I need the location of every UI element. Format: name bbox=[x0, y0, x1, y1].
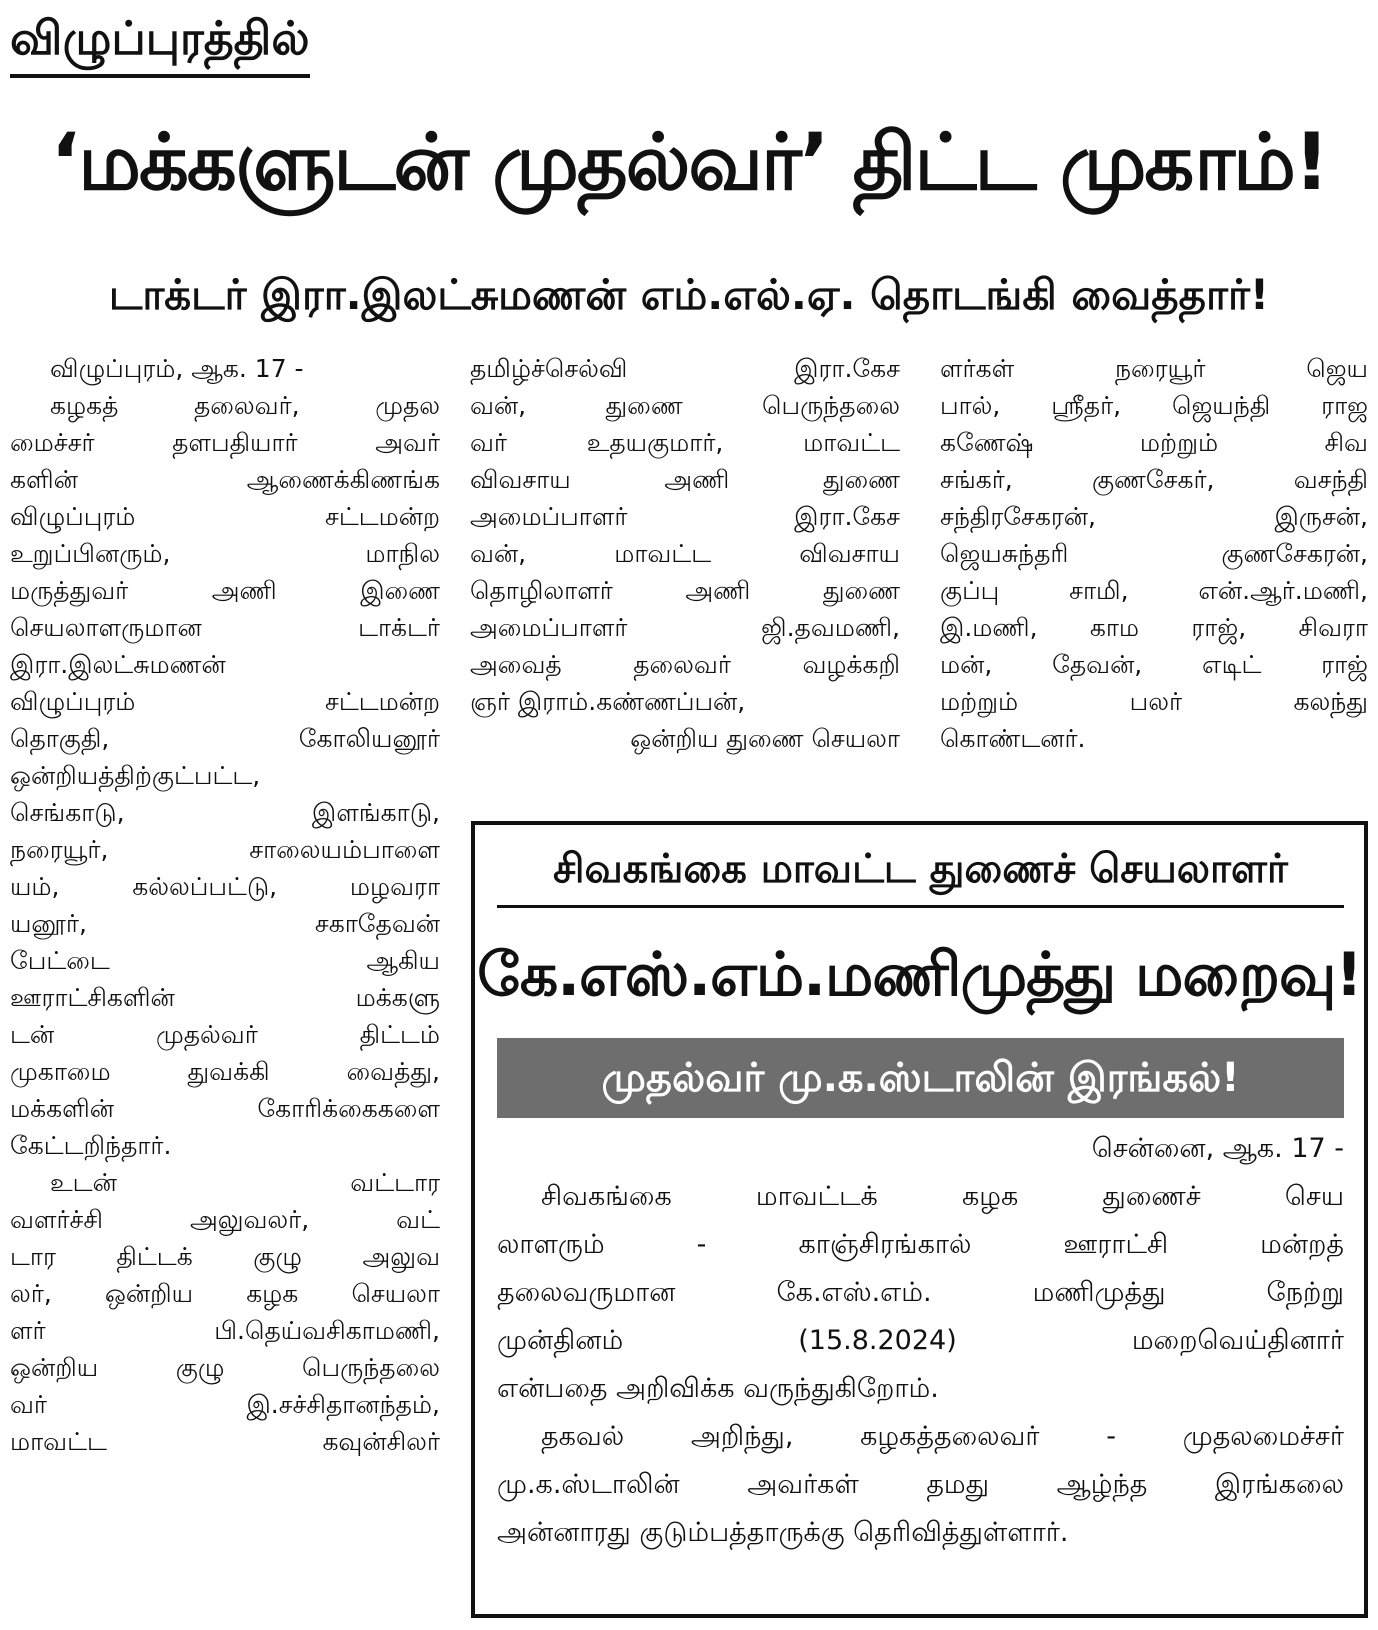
body-line: ஒன்றியத்திற்குட்பட்ட, bbox=[10, 761, 261, 790]
body-line: மாவட்ட கவுன்சிலர் bbox=[10, 1427, 440, 1456]
obituary-headline: கே.எஸ்.எம்.மணிமுத்து மறைவு! bbox=[477, 940, 1362, 1010]
body-line: விழுப்புரம் சட்டமன்ற bbox=[10, 502, 440, 531]
body-line: ஒன்றிய குழு பெருந்தலை bbox=[10, 1353, 440, 1382]
body-line: அமைப்பாளர் இரா.கேச bbox=[470, 502, 900, 531]
section-kicker: விழுப்புரத்தில் bbox=[10, 8, 310, 78]
body-line: பால், ஸ்ரீதர், ஜெயந்தி ராஜ bbox=[940, 391, 1368, 420]
body-line: உடன் வட்டார bbox=[50, 1168, 440, 1197]
body-line: தமிழ்ச்செல்வி இரா.கேச bbox=[470, 354, 900, 383]
main-headline: ‘மக்களுடன் முதல்வர்’ திட்ட முகாம்! bbox=[50, 118, 1328, 208]
body-line: அவைத் தலைவர் வழக்கறி bbox=[470, 650, 900, 679]
body-line: வளர்ச்சி அலுவலர், வட் bbox=[10, 1205, 440, 1234]
body-line: மு.க.ஸ்டாலின் அவர்கள் தமது ஆழ்ந்த இரங்கலை bbox=[497, 1469, 1344, 1500]
body-line: ஞர் இராம்.கண்ணப்பன், bbox=[470, 687, 746, 716]
body-line: என்பதை அறிவிக்க வருந்துகிறோம். bbox=[497, 1373, 939, 1404]
body-line: முகாமை துவக்கி வைத்து, bbox=[10, 1057, 440, 1086]
body-line: அன்னாரது குடும்பத்தாருக்கு தெரிவித்துள்ளார். bbox=[497, 1517, 1069, 1548]
body-line: வன், மாவட்ட விவசாய bbox=[470, 539, 900, 568]
obituary-banner: முதல்வர் மு.க.ஸ்டாலின் இரங்கல்! bbox=[497, 1038, 1344, 1118]
body-line: ஒன்றிய துணை செயலா bbox=[630, 724, 900, 753]
body-line: தகவல் அறிந்து, கழகத்தலைவர் - முதலமைச்சர் bbox=[541, 1421, 1344, 1452]
sub-headline: டாக்டர் இரா.இலட்சுமணன் எம்.எல்.ஏ. தொடங்கி வைத்தார்! bbox=[108, 270, 1270, 319]
body-line: கேட்டறிந்தார். bbox=[10, 1131, 172, 1160]
body-line: யம், கல்லப்பட்டு, மழவரா bbox=[10, 872, 440, 901]
body-line: கழகத் தலைவர், முதல bbox=[50, 391, 440, 420]
body-line: அமைப்பாளர் ஜி.தவமணி, bbox=[470, 613, 900, 642]
obituary-kicker: சிவகங்கை மாவட்ட துணைச் செயலாளர் bbox=[497, 841, 1344, 908]
body-line: முன்தினம் (15.8.2024) மறைவெய்தினார் bbox=[497, 1325, 1344, 1356]
article-column-2 bbox=[470, 350, 900, 757]
body-line: கொண்டனர். bbox=[940, 724, 1086, 753]
body-line: ஊராட்சிகளின் மக்களு bbox=[10, 983, 440, 1012]
body-line: சிவகங்கை மாவட்டக் கழக துணைச் செய bbox=[541, 1181, 1344, 1212]
body-line: டன் முதல்வர் திட்டம் bbox=[10, 1020, 440, 1049]
body-line: கணேஷ் மற்றும் சிவ bbox=[940, 428, 1368, 457]
body-line: டார திட்டக் குழு அலுவ bbox=[10, 1242, 440, 1271]
body-line: மைச்சர் தளபதியார் அவர் bbox=[10, 428, 440, 457]
body-line: மன், தேவன், எடிட் ராஜ் bbox=[940, 650, 1368, 679]
body-line: லாளரும் - காஞ்சிரங்கால் ஊராட்சி மன்றத் bbox=[497, 1229, 1344, 1260]
body-line: இரா.இலட்சுமணன் bbox=[10, 650, 226, 679]
body-line: வன், துணை பெருந்தலை bbox=[470, 391, 900, 420]
body-line: தொழிலாளர் அணி துணை bbox=[470, 576, 900, 605]
body-line: வர் இ.சச்சிதானந்தம், bbox=[10, 1390, 440, 1419]
body-line: மக்களின் கோரிக்கைகளை bbox=[10, 1094, 440, 1123]
body-line: ளர்கள் நரையூர் ஜெய bbox=[940, 354, 1368, 383]
body-line: தொகுதி, கோலியனூர் bbox=[10, 724, 440, 753]
body-line: பேட்டை ஆகிய bbox=[10, 946, 440, 975]
body-line: செயலாளருமான டாக்டர் bbox=[10, 613, 440, 642]
body-line: மற்றும் பலர் கலந்து bbox=[940, 687, 1368, 716]
obituary-box bbox=[471, 821, 1368, 1618]
body-line: செங்காடு, இளங்காடு, bbox=[10, 798, 440, 827]
body-line: ஜெயசுந்தரி குணசேகரன், bbox=[940, 539, 1368, 568]
obituary-body bbox=[497, 1125, 1344, 1557]
body-line: விவசாய அணி துணை bbox=[470, 465, 900, 494]
article-column-1 bbox=[10, 350, 440, 1460]
body-line: ளர் பி.தெய்வசிகாமணி, bbox=[10, 1316, 440, 1345]
dateline: விழுப்புரம், ஆக. 17 - bbox=[50, 354, 304, 383]
body-line: நரையூர், சாலையம்பாளை bbox=[10, 835, 440, 864]
article-column-3 bbox=[940, 350, 1368, 757]
body-line: களின் ஆணைக்கிணங்க bbox=[10, 465, 440, 494]
body-line: தலைவருமான கே.எஸ்.எம். மணிமுத்து நேற்று bbox=[497, 1277, 1344, 1308]
body-line: குப்பு சாமி, என்.ஆர்.மணி, bbox=[940, 576, 1368, 605]
body-line: இ.மணி, காம ராஜ், சிவரா bbox=[940, 613, 1368, 642]
body-line: சங்கர், குணசேகர், வசந்தி bbox=[940, 465, 1368, 494]
body-line: மருத்துவர் அணி இணை bbox=[10, 576, 440, 605]
body-line: லர், ஒன்றிய கழக செயலா bbox=[10, 1279, 440, 1308]
body-line: உறுப்பினரும், மாநில bbox=[10, 539, 440, 568]
body-line: சந்திரசேகரன், இருசன், bbox=[940, 502, 1368, 531]
dateline: சென்னை, ஆக. 17 - bbox=[1091, 1133, 1344, 1164]
body-line: விழுப்புரம் சட்டமன்ற bbox=[10, 687, 440, 716]
body-line: யனூர், சகாதேவன் bbox=[10, 909, 440, 938]
body-line: வர் உதயகுமார், மாவட்ட bbox=[470, 428, 900, 457]
